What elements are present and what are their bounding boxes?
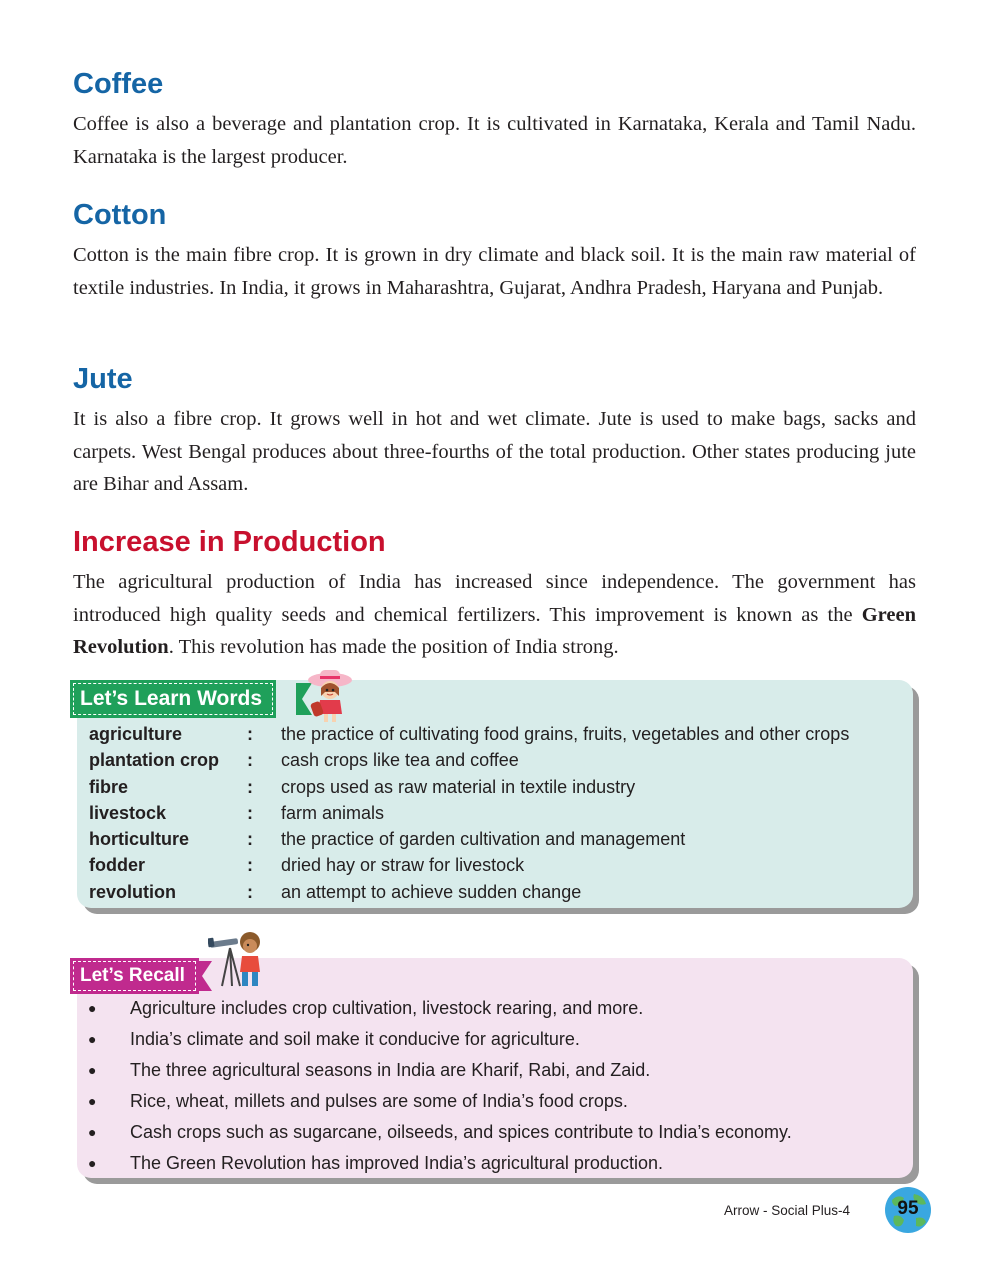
learn-words-title: Let’s Learn Words xyxy=(73,683,273,715)
bullet-icon: ● xyxy=(88,1031,97,1047)
cotton-section xyxy=(73,197,916,304)
word-definition: farm animals xyxy=(281,802,385,823)
recall-item-text: Rice, wheat, millets and pulses are some of India’s food crops. xyxy=(130,1091,628,1111)
word-definition: crops used as raw material in textile industry xyxy=(281,776,636,797)
increase-text-after: . This revolution has made the position of India strong. xyxy=(168,636,619,658)
coffee-section xyxy=(73,66,916,173)
word-row xyxy=(89,879,849,905)
coffee-heading: Coffee xyxy=(73,68,164,100)
word-definition: cash crops like tea and coffee xyxy=(281,750,519,771)
word-definition: the practice of garden cultivation and management xyxy=(281,829,686,850)
word-term: fodder xyxy=(89,855,145,876)
word-term: agriculture xyxy=(89,724,183,744)
word-term: livestock xyxy=(89,802,167,823)
word-row xyxy=(89,800,849,826)
cotton-heading: Cotton xyxy=(73,199,167,231)
green-revolution-term: Green Revolution xyxy=(73,603,916,658)
word-colon: : xyxy=(247,829,253,850)
recall-title: Let’s Recall xyxy=(73,961,196,991)
word-row xyxy=(89,721,849,747)
recall-item-text: The Green Revolution has improved India’s agricultural production. xyxy=(130,1153,663,1173)
bullet-icon: ● xyxy=(88,1093,97,1109)
word-colon: : xyxy=(247,750,253,771)
bullet-icon: ● xyxy=(88,1062,97,1078)
recall-item-text: India’s climate and soil make it conducive for agriculture. xyxy=(130,1029,580,1049)
list-item xyxy=(86,1087,792,1118)
word-definition: the practice of cultivating food grains, fruits, vegetables and other crops xyxy=(281,724,850,744)
word-row xyxy=(89,747,849,773)
word-term: plantation crop xyxy=(89,750,219,771)
word-colon: : xyxy=(247,855,253,876)
girl-with-hat-icon xyxy=(304,666,356,724)
word-row xyxy=(89,774,849,800)
increase-text-before: The agricultural production of India has increased since independence. The government has introduced high quality seeds and chemical fertilizers. This improvement is known as the xyxy=(73,571,916,626)
list-item xyxy=(86,1025,792,1056)
word-colon: : xyxy=(247,802,253,823)
recall-list xyxy=(86,994,792,1180)
word-term: revolution xyxy=(89,881,177,902)
word-colon: : xyxy=(247,724,253,744)
word-colon: : xyxy=(247,776,253,797)
boy-with-telescope-icon xyxy=(208,928,266,990)
increase-section xyxy=(73,524,916,664)
word-term: fibre xyxy=(89,776,129,797)
list-item xyxy=(86,1149,792,1180)
bullet-icon: ● xyxy=(88,1000,97,1016)
word-row xyxy=(89,826,849,852)
increase-text xyxy=(73,566,916,664)
footer-book-title: Arrow - Social Plus-4 xyxy=(724,1203,851,1218)
list-item xyxy=(86,994,792,1025)
learn-words-list xyxy=(89,721,849,905)
bullet-icon: ● xyxy=(88,1155,97,1171)
word-definition: dried hay or straw for livestock xyxy=(281,855,525,876)
list-item xyxy=(86,1056,792,1087)
word-term: horticulture xyxy=(89,829,190,850)
recall-item-text: Agriculture includes crop cultivation, livestock rearing, and more. xyxy=(130,998,644,1018)
bullet-icon: ● xyxy=(88,1124,97,1140)
page-number: 95 xyxy=(897,1198,919,1219)
word-colon: : xyxy=(247,881,253,902)
recall-item-text: The three agricultural seasons in India are Kharif, Rabi, and Zaid. xyxy=(130,1060,651,1080)
word-definition: an attempt to achieve sudden change xyxy=(281,881,582,902)
coffee-text: Coffee is also a beverage and plantation crop. It is cultivated in Karnataka, Kerala and Tamil Nadu. Karnataka is the largest producer. xyxy=(73,113,916,168)
jute-section xyxy=(73,361,916,501)
list-item xyxy=(86,1118,792,1149)
cotton-text: Cotton is the main fibre crop. It is grown in dry climate and black soil. It is the main raw material of textile industries. In India, it grows in Maharashtra, Gujarat, Andhra Pradesh, Haryana and Punjab. xyxy=(73,244,916,299)
recall-item-text: Cash crops such as sugarcane, oilseeds, and spices contribute to India’s economy. xyxy=(130,1122,792,1142)
jute-text: It is also a fibre crop. It grows well in hot and wet climate. Jute is used to make bags, sacks and carpets. West Bengal produces about three-fourths of the total production. Other states producing jute are Bihar and Assam. xyxy=(73,408,916,495)
word-row xyxy=(89,852,849,878)
jute-heading: Jute xyxy=(73,363,133,395)
increase-heading: Increase in Production xyxy=(73,526,386,558)
